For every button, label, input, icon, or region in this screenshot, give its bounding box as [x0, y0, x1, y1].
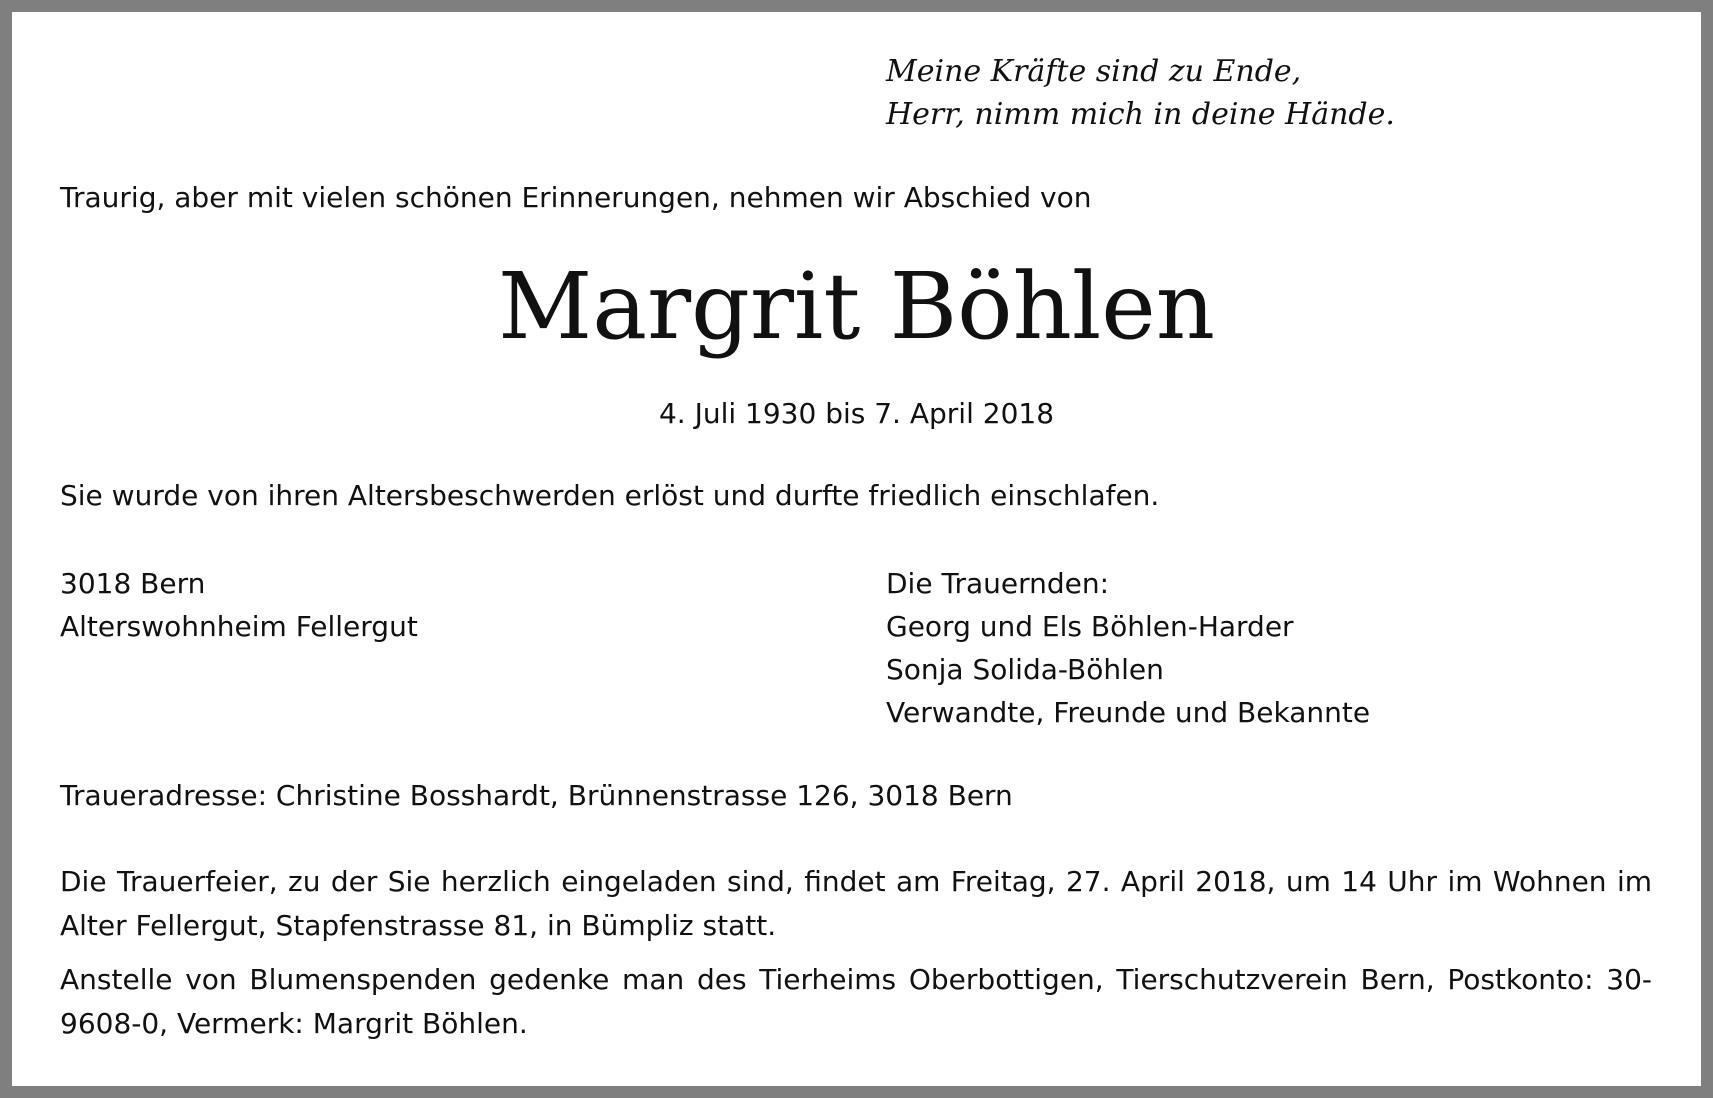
mourner-name: Verwandte, Freunde und Bekannte [886, 696, 1371, 729]
relief-text: Sie wurde von ihren Altersbeschwerden erlöst und durfte friedlich einschlafen. [60, 479, 1160, 512]
residence-address [60, 562, 418, 648]
deceased-name: Margrit Böhlen [498, 253, 1215, 360]
intro-text: Traurig, aber mit vielen schönen Erinnerungen, nehmen wir Abschied von [60, 181, 1092, 214]
mourners-list [886, 562, 1370, 734]
address-line-1: 3018 Bern [60, 567, 206, 600]
mourners-heading: Die Trauernden: [886, 567, 1110, 600]
condolence-address: Traueradresse: Christine Bosshardt, Brünnenstrasse 126, 3018 Bern [60, 779, 1013, 812]
motto-line-2: Herr, nimm mich in deine Hände. [886, 97, 1395, 132]
address-line-2: Alterswohnheim Fellergut [60, 610, 418, 643]
donation-text: Anstelle von Blumenspenden gedenke man des Tierheims Oberbottigen, Tierschutzverein Bern, Postkonto: 30-9608-0, Vermerk: Margrit Böhlen. [60, 963, 1652, 1040]
mourner-name: Georg und Els Böhlen-Harder [886, 610, 1294, 643]
life-dates: 4. Juli 1930 bis 7. April 2018 [658, 397, 1055, 430]
mourner-name: Sonja Solida-Böhlen [886, 653, 1164, 686]
funeral-service-text: Die Trauerfeier, zu der Sie herzlich eingeladen sind, findet am Freitag, 27. April 2018, um 14 Uhr im Wohnen im Alter Fellergut, Stapfenstrasse 81, in Bümpliz statt. [60, 865, 1652, 942]
obituary-notice [12, 12, 1701, 1086]
motto-line-1: Meine Kräfte sind zu Ende, [886, 54, 1302, 89]
motto-verse [886, 50, 1395, 136]
